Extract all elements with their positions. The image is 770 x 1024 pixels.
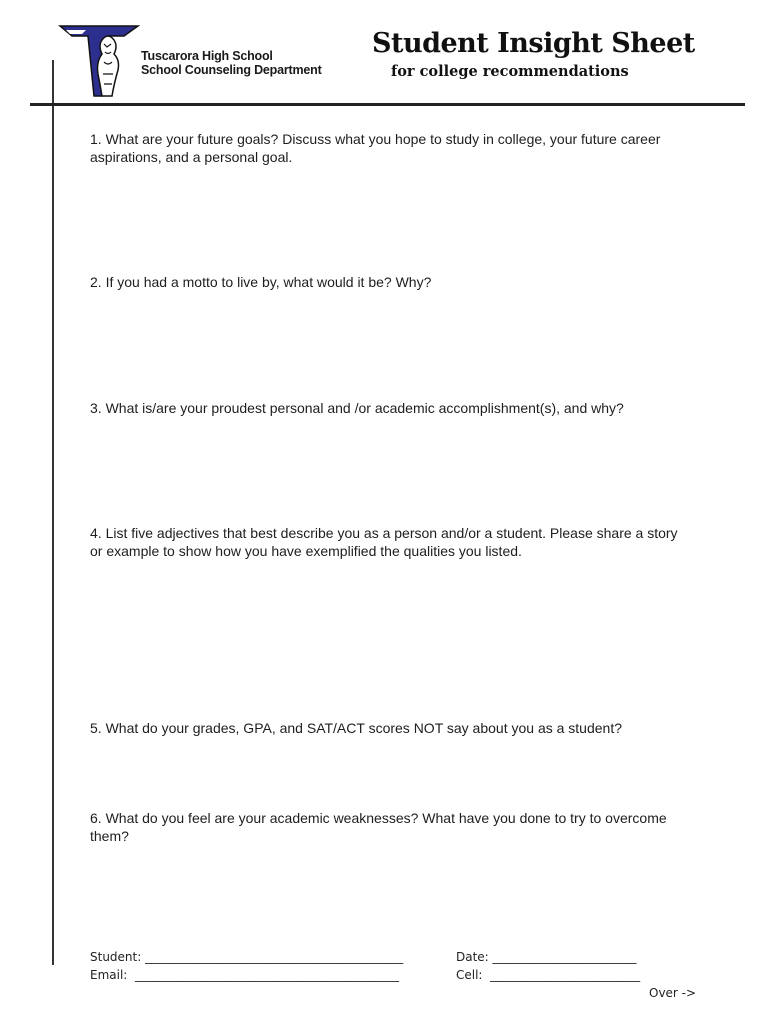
date-field[interactable]: Date: ________________________ bbox=[456, 950, 637, 964]
question-5: 5. What do your grades, GPA, and SAT/ACT scores NOT say about you as a student? bbox=[90, 720, 623, 736]
page-subtitle: for college recommendations bbox=[391, 63, 629, 80]
department-name: School Counseling Department bbox=[141, 63, 322, 77]
page-title: Student Insight Sheet bbox=[372, 28, 695, 59]
over-indicator: Over -> bbox=[649, 986, 697, 1000]
question-6: 6. What do you feel are your academic weaknesses? What have you done to try to overcome them? bbox=[90, 810, 667, 844]
email-field[interactable]: Email: ____________________________________________ bbox=[90, 968, 399, 982]
question-3: 3. What is/are your proudest personal and /or academic accomplishment(s), and why? bbox=[90, 400, 624, 416]
student-name-field[interactable]: Student: ___________________________________________ bbox=[90, 950, 404, 964]
question-2: 2. If you had a motto to live by, what would it be? Why? bbox=[90, 274, 432, 290]
left-margin-rule bbox=[52, 60, 54, 965]
school-name: Tuscarora High School bbox=[141, 49, 273, 63]
tuscarora-logo-icon bbox=[58, 22, 140, 98]
header-divider bbox=[30, 103, 745, 106]
cell-field[interactable]: Cell: _________________________ bbox=[456, 968, 641, 982]
question-1: 1. What are your future goals? Discuss what you hope to study in college, your future career aspirations, and a personal goal. bbox=[90, 131, 661, 165]
question-4: 4. List five adjectives that best describe you as a person and/or a student. Please share a story or example to show how you have exemplified the qualities you listed. bbox=[90, 525, 678, 559]
school-info bbox=[141, 49, 322, 77]
